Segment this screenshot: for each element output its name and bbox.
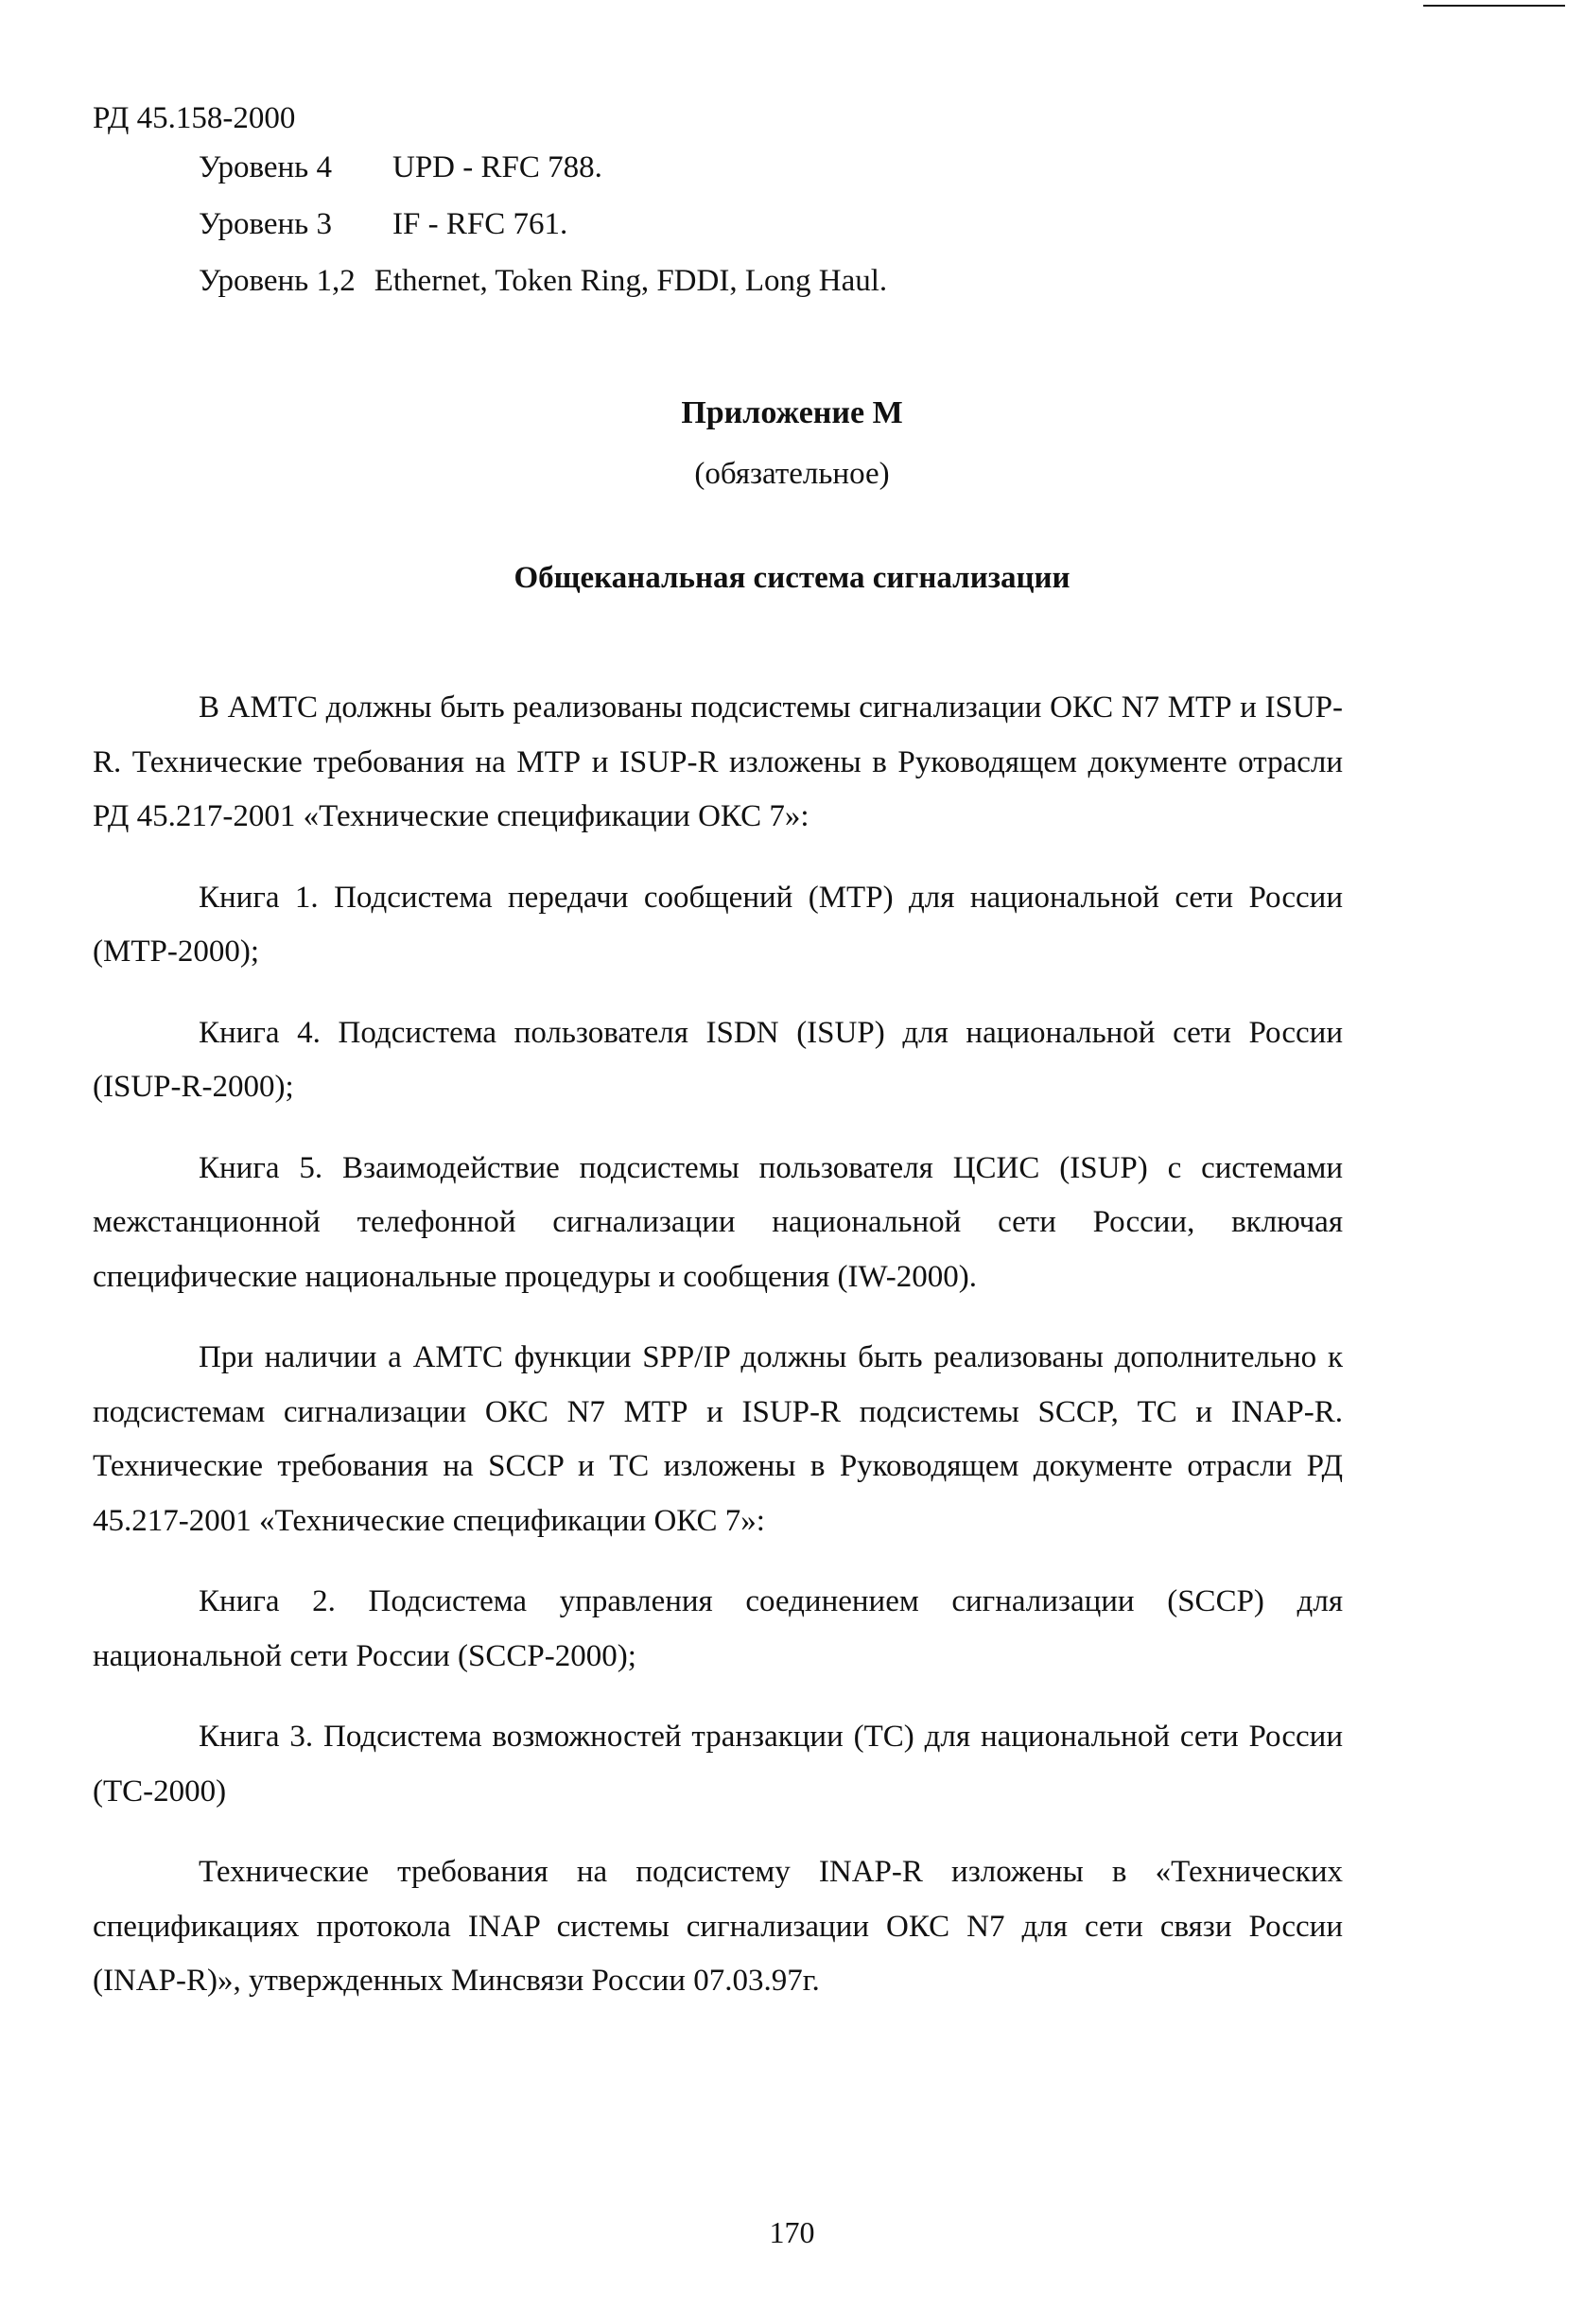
level-value: UPD - RFC 788. — [392, 150, 602, 184]
level-label: Уровень 1,2 — [199, 264, 356, 298]
level-row — [199, 139, 887, 196]
paragraph: Книга 1. Подсистема передачи сообщений (МТР) для национальной сети России (МТР-2000); — [93, 880, 1343, 969]
paragraph: При наличии а АМТС функции SPP/IP должны быть реализованы дополнительно к подсистемам сигнализации ОКС N7 МТР и ISUP-R подсистемы SCCP, ТС и INAP-R. Технические требования на SCCP и ТС изложены в Руководящем документе отрасли РД 45.217-2001 «Технические спецификации ОКС 7»: — [93, 1340, 1343, 1538]
level-label: Уровень 4 — [199, 150, 332, 184]
appendix-status: (обязательное) — [694, 457, 890, 491]
paragraph: Книга 5. Взаимодействие подсистемы пользователя ЦСИС (ISUP) с системами межстанционной телефонной сигнализации национальной сети России, включая специфические национальные процедуры и сообщения (IW-2000). — [93, 1150, 1343, 1294]
level-value: Ethernet, Token Ring, FDDI, Long Haul. — [374, 264, 888, 298]
paragraph: Книга 3. Подсистема возможностей транзакции (ТС) для национальной сети России (ТС-2000) — [93, 1720, 1343, 1809]
level-row — [199, 196, 887, 253]
level-label: Уровень 3 — [199, 207, 332, 241]
scan-artifact-line — [1423, 5, 1565, 7]
page-number: 170 — [769, 2215, 815, 2249]
body-text — [93, 681, 1343, 2036]
protocol-levels-list — [199, 139, 887, 309]
paragraph: Книга 4. Подсистема пользователя ISDN (ISUP) для национальной сети России (ISUP-R-2000); — [93, 1015, 1343, 1104]
level-value: IF - RFC 761. — [392, 207, 568, 241]
level-row — [199, 253, 887, 309]
document-code: РД 45.158-2000 — [93, 101, 296, 135]
appendix-title: Приложение М — [681, 395, 903, 430]
section-heading: Общеканальная система сигнализации — [513, 561, 1071, 595]
paragraph: В АМТС должны быть реализованы подсистемы сигнализации ОКС N7 МТР и ISUP-R. Технические требования на МТР и ISUP-R изложены в Руководящем документе отрасли РД 45.217-2001 «Технические спецификации ОКС 7»: — [93, 690, 1343, 833]
paragraph: Технические требования на подсистему INAP-R изложены в «Технических спецификациях протокола INAP системы сигнализации ОКС N7 для сети связи России (INAP-R)», утвержденных Минсвязи России 07.03.97г. — [93, 1855, 1343, 1998]
paragraph: Книга 2. Подсистема управления соединением сигнализации (SCCP) для национальной сети России (SCCP-2000); — [93, 1584, 1343, 1673]
